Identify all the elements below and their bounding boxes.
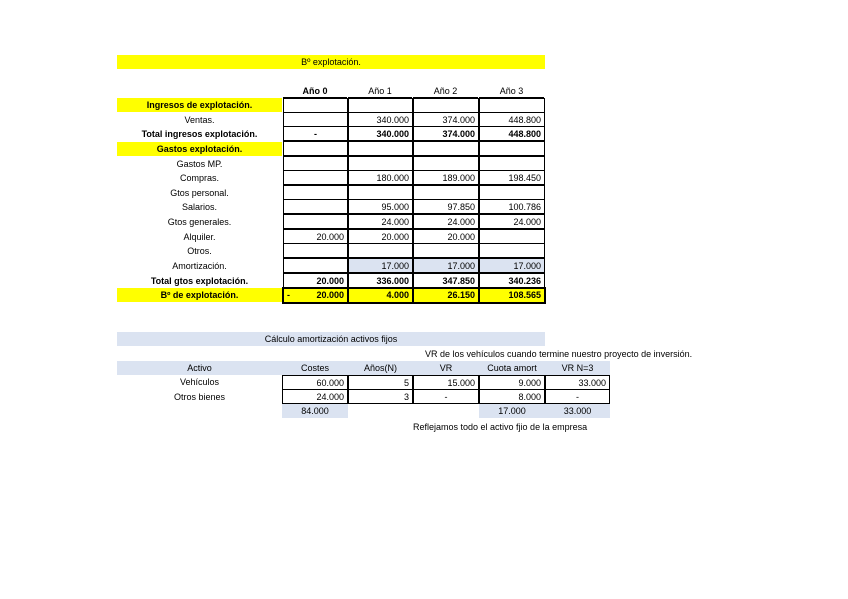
cell (283, 214, 348, 229)
cell: 97.850 (413, 199, 479, 214)
cell (479, 156, 545, 171)
value: 20.000 (316, 290, 344, 300)
cell: - (545, 389, 610, 404)
cell: 340.236 (479, 273, 545, 288)
cell (283, 199, 348, 214)
cell (413, 98, 479, 113)
cell: 448.800 (479, 112, 545, 127)
cell: 9.000 (479, 375, 545, 390)
cell (283, 98, 348, 113)
header-costes: Costes (300, 363, 329, 373)
cell (413, 243, 479, 258)
cell: 17.000 (348, 258, 413, 273)
cell: 20.000 (283, 273, 348, 288)
row-label-alquiler: Alquiler. (183, 232, 216, 242)
cell: 15.000 (413, 375, 479, 390)
cell: 374.000 (413, 112, 479, 127)
row-label-otros: Otros. (187, 246, 212, 256)
cell: 347.850 (413, 273, 479, 288)
cell: 24.000 (413, 214, 479, 229)
cell (479, 141, 545, 156)
cell: 24.000 (479, 214, 545, 229)
cell: 340.000 (348, 112, 413, 127)
cell: 198.450 (479, 170, 545, 185)
cell: 108.565 (478, 287, 546, 304)
cell: 189.000 (413, 170, 479, 185)
cell: 17.000 (413, 258, 479, 273)
cell (283, 185, 348, 200)
cell-beneficio-0 (282, 287, 349, 304)
cell: 24.000 (348, 214, 413, 229)
sheet1-title: Bº explotación. (117, 55, 545, 69)
cell (283, 112, 348, 127)
cell: 95.000 (348, 199, 413, 214)
row-label-gastos-mp: Gastos MP. (176, 159, 223, 169)
header-vrn: VR N=3 (561, 363, 594, 373)
cell (479, 98, 545, 113)
minus-sign: - (287, 290, 290, 300)
row-label-gtos-generales: Gtos generales. (167, 217, 232, 227)
total-costes: 84.000 (282, 404, 348, 418)
cell (413, 185, 479, 200)
header-anos: Años(N) (363, 363, 397, 373)
cell: 3 (348, 389, 413, 404)
cell (413, 156, 479, 171)
cell: 60.000 (282, 375, 348, 390)
cell: 374.000 (413, 126, 479, 141)
cell (479, 243, 545, 258)
total-cuota: 17.000 (479, 404, 545, 418)
cell: 17.000 (479, 258, 545, 273)
row-label-gastos: Gastos explotación. (117, 142, 282, 156)
row-label-total-ingresos: Total ingresos explotación. (141, 129, 258, 139)
cell: 8.000 (479, 389, 545, 404)
cell: 33.000 (545, 375, 610, 390)
cell (283, 141, 348, 156)
cell (479, 185, 545, 200)
cell: 20.000 (348, 229, 413, 244)
cell (348, 185, 413, 200)
cell (283, 170, 348, 185)
row-label-compras: Compras. (179, 173, 219, 183)
cell (283, 243, 348, 258)
year-header-1: Año 1 (348, 84, 412, 98)
row-label-total-gtos: Total gtos explotación. (150, 276, 249, 286)
cell (283, 156, 348, 171)
row-label-amortizacion: Amortización. (172, 261, 227, 271)
cell: 24.000 (282, 389, 348, 404)
total-vrn: 33.000 (545, 404, 610, 418)
cell: 5 (348, 375, 413, 390)
cell (413, 141, 479, 156)
header-cuota: Cuota amort (487, 363, 537, 373)
cell (479, 229, 545, 244)
activo-otros-bienes: Otros bienes (173, 392, 226, 402)
header-activo: Activo (187, 363, 212, 373)
cell (348, 141, 413, 156)
row-label-beneficio: Bº de explotación. (117, 288, 282, 302)
year-header-2: Año 2 (413, 84, 478, 98)
cell: - (413, 389, 479, 404)
cell (348, 98, 413, 113)
cell (283, 258, 348, 273)
row-label-salarios: Salarios. (181, 202, 217, 212)
header-vr: VR (439, 363, 453, 373)
note-bottom: Reflejamos todo el activo fjio de la empresa (413, 422, 588, 432)
cell: 448.800 (479, 126, 545, 141)
year-header-0: Año 0 (283, 84, 347, 98)
note-top: VR de los vehículos cuando termine nuestro proyecto de inversión. (425, 349, 693, 359)
cell: 180.000 (348, 170, 413, 185)
sheet2-title: Cálculo amortización activos fijos (117, 332, 545, 346)
cell: 26.150 (412, 287, 480, 304)
cell: 20.000 (283, 229, 348, 244)
year-header-3: Año 3 (479, 84, 544, 98)
cell: 20.000 (413, 229, 479, 244)
cell: 100.786 (479, 199, 545, 214)
row-label-ingresos: Ingresos de explotación. (117, 98, 282, 112)
cell: 4.000 (347, 287, 414, 304)
row-label-ventas: Ventas. (184, 115, 215, 125)
cell: 336.000 (348, 273, 413, 288)
row-label-gtos-personal: Gtos personal. (170, 188, 229, 198)
cell (348, 156, 413, 171)
activo-vehiculos: Vehículos (179, 377, 220, 387)
cell (348, 243, 413, 258)
cell: 340.000 (348, 126, 413, 141)
cell: - (283, 126, 348, 141)
